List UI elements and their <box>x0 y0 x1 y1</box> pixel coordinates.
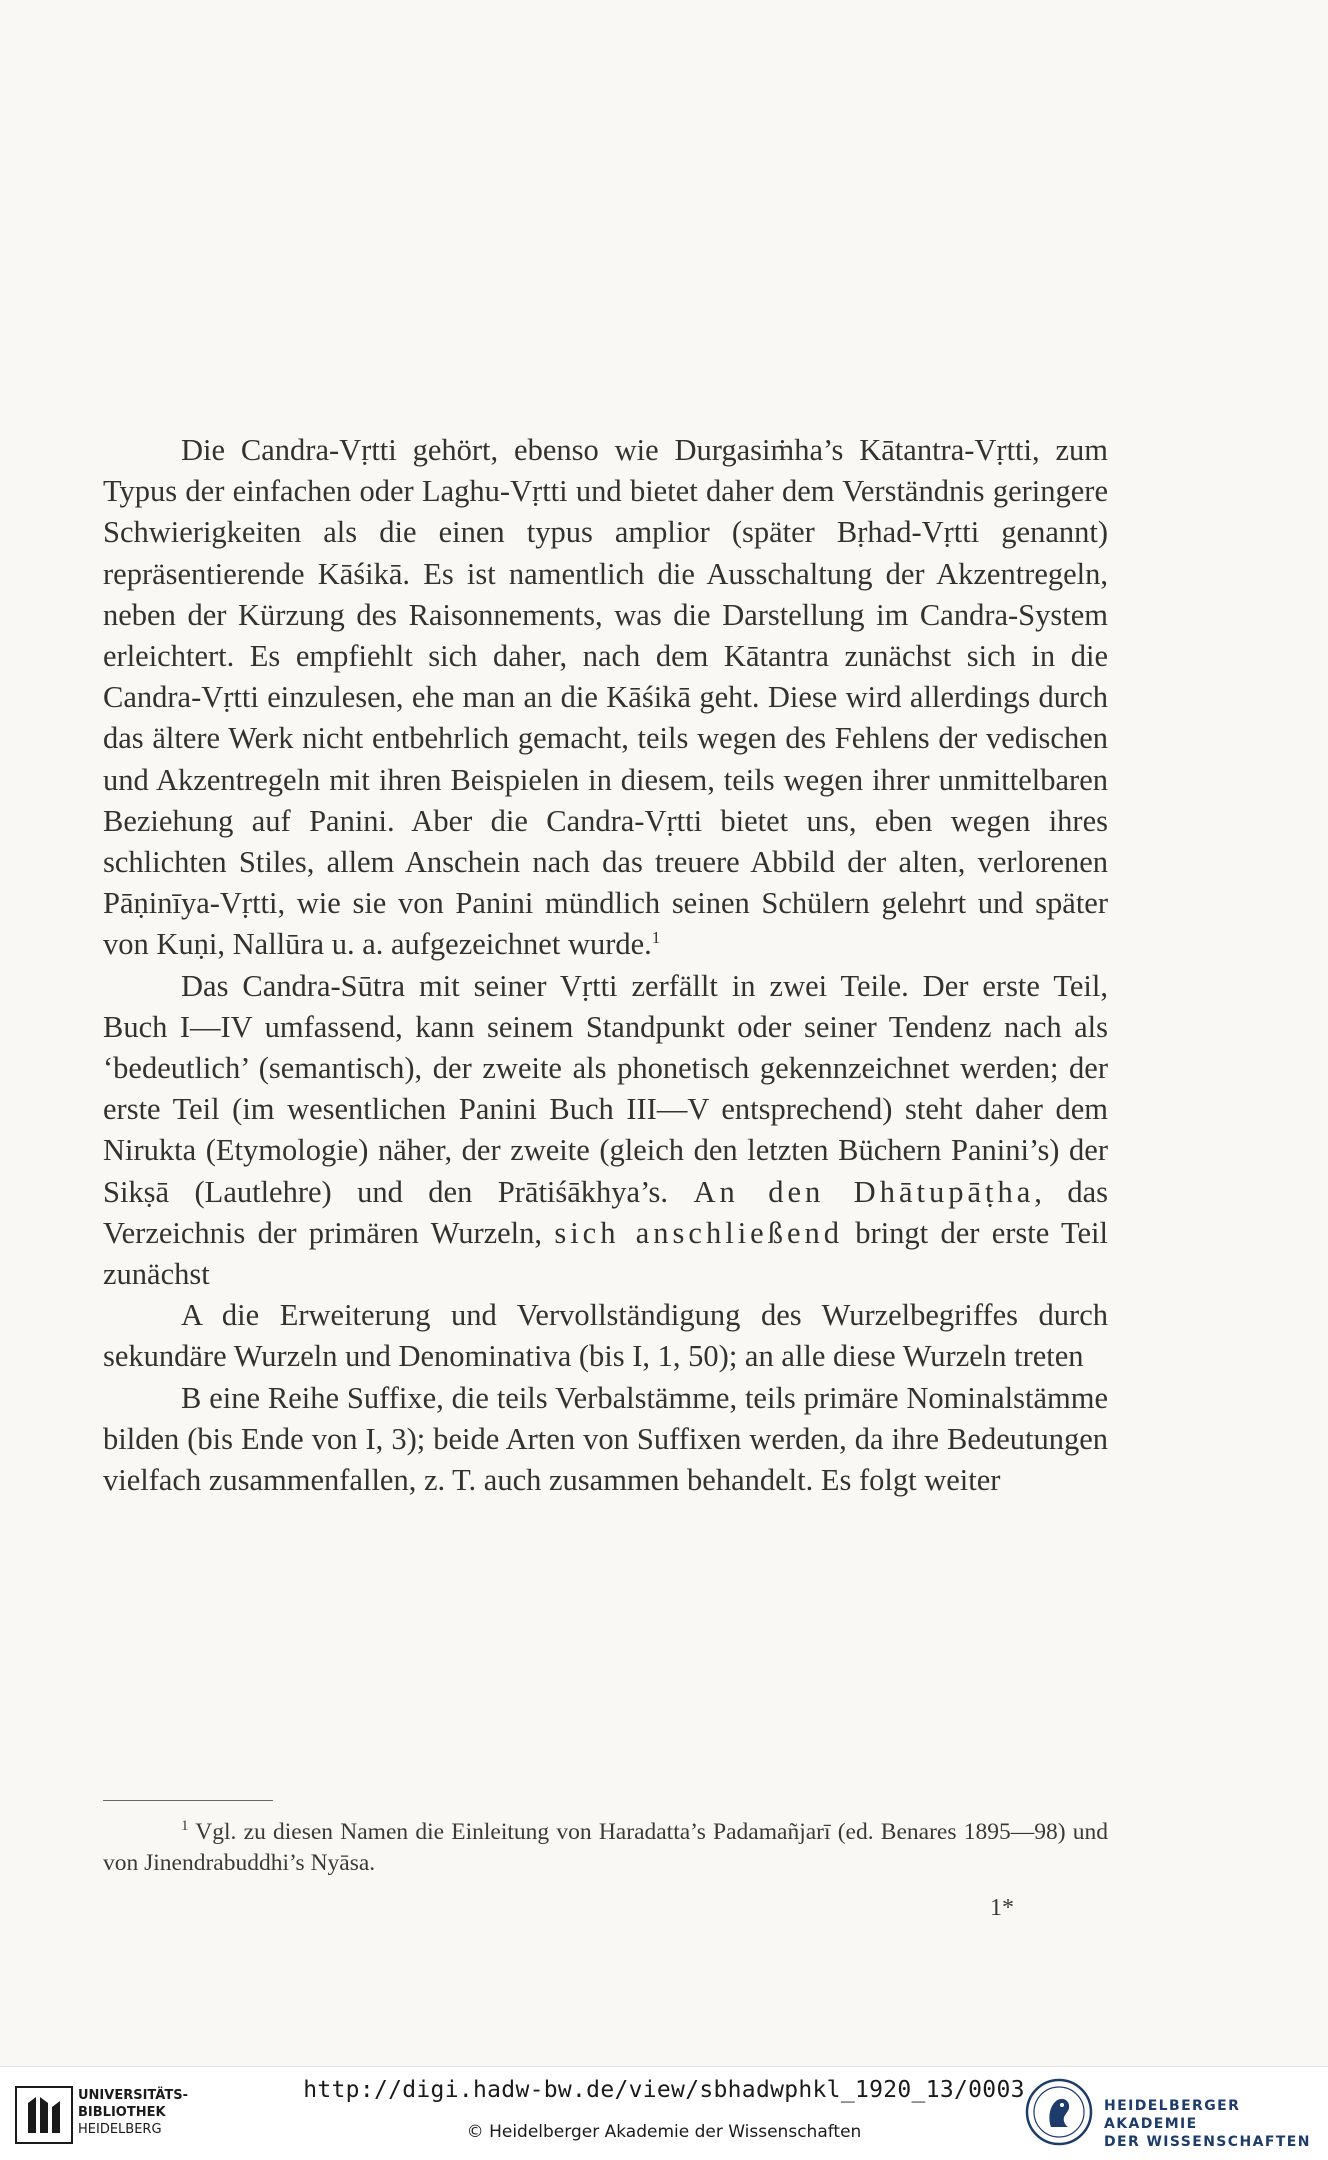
library-line-2: BIBLIOTHEK <box>78 2105 166 2120</box>
text-run: Das Candra-Sūtra mit seiner Vṛtti zerfällt in zwei Teile. Der erste Teil, Buch I—IV umfassend, kann seinem Standpunkt oder seiner Tendenz nach als ‘bedeutlich’ (semantisch), der zweite als phonetisch gekennzeichnet werden; der erste Teil (im wesentlichen Panini Buch III—V entsprechend) steht daher dem Nirukta (Etymologie) näher, der zweite (gleich den letzten Büchern Panini’s) der Sikṣā (Lautlehre) und den Prātiśākhya’s. <box>103 968 1108 1209</box>
footnote-reference: 1 <box>651 928 661 948</box>
text-run: , das Verzeichnis der primären Wurzeln, <box>103 1174 1108 1250</box>
permalink-url[interactable]: http://digi.hadw-bw.de/view/sbhadwphkl_1920_13/0003 <box>303 2077 1025 2103</box>
academy-line-1: HEIDELBERGER AKADEMIE <box>1104 2098 1241 2132</box>
emphasized-text: sich anschließend <box>554 1215 843 1250</box>
text-run: A die Erweiterung und Vervollständigung des Wurzelbegriffes durch sekundäre Wurzeln und Denominativa (bis I, 1, 50); an alle diese Wurzeln treten <box>103 1298 1108 1374</box>
text-run: B eine Reihe Suffixe, die teils Verbalstämme, teils primäre Nominalstämme bilden (bis Ende von I, 3); beide Arten von Suffixen werden, da ihre Bedeutungen vielfach zusammenfallen, z. T. auch zusammen behandelt. Es folgt weiter <box>103 1380 1108 1498</box>
footnote-marker: 1 <box>181 1818 189 1835</box>
academy-logo[interactable] <box>1024 2077 1324 2149</box>
text-run: Die Candra-Vṛtti gehört, ebenso wie Durgasiṁha’s Kātantra-Vṛtti, zum Typus der einfachen oder Laghu-Vṛtti und bietet daher dem Verständnis geringere Schwierigkeiten als die einen typus amplior (später Bṛhad-Vṛtti genannt) repräsentierende Kāśikā. Es ist namentlich die Ausschaltung der Akzentregeln, neben der Kürzung des Raisonnements, was die Darstellung im Candra-System erleichtert. Es empfiehlt sich daher, nach dem Kātantra zunächst sich in die Candra-Vṛtti einzulesen, ehe man an die Kāśikā geht. Diese wird allerdings durch das ältere Werk nicht entbehrlich gemacht, teils wegen des Fehlens der vedischen und Akzentregeln mit ihren Beispielen in diesem, teils wegen ihrer unmittelbaren Beziehung auf Panini. Aber die Candra-Vṛtti bietet uns, eben wegen ihres schlichten Stiles, allem Anschein nach das treuere Abbild der alten, verlorenen Pāṇinīya-Vṛtti, wie sie von Panini mündlich seinen Schülern gelehrt und später von Kuṇi, Nallūra u. a. aufgezeichnet wurde. <box>103 433 1108 962</box>
body-text <box>103 430 1108 1501</box>
library-line-1: UNIVERSITÄTS- <box>78 2088 188 2103</box>
paragraph <box>103 1295 1108 1377</box>
text-run: bringt der erste Teil zunächst <box>103 1215 1108 1292</box>
viewer-footer <box>0 2066 1328 2160</box>
footnote <box>103 1817 1108 1879</box>
library-line-3: HEIDELBERG <box>78 2122 162 2137</box>
footnote-paragraph <box>103 1817 1108 1879</box>
footnote-rule <box>103 1800 273 1801</box>
academy-line-2: DER WISSENSCHAFTEN <box>1104 2134 1311 2150</box>
sheet-number: 1* <box>990 1895 1014 1921</box>
paragraph <box>103 430 1108 966</box>
paragraph <box>103 966 1108 1296</box>
paragraph <box>103 1378 1108 1502</box>
emphasized-text: An den Dhātupāṭha <box>693 1174 1035 1209</box>
footnote-text: Vgl. zu diesen Namen die Einleitung von Haradatta’s Padamañjarī (ed. Benares 1895—98) und von Jinendrabuddhi’s Nyāsa. <box>103 1819 1108 1876</box>
copyright-notice: © Heidelberger Akademie der Wissenschaften <box>466 2122 862 2142</box>
academy-name <box>1104 2097 1324 2151</box>
academy-seal-icon <box>1024 2077 1094 2147</box>
